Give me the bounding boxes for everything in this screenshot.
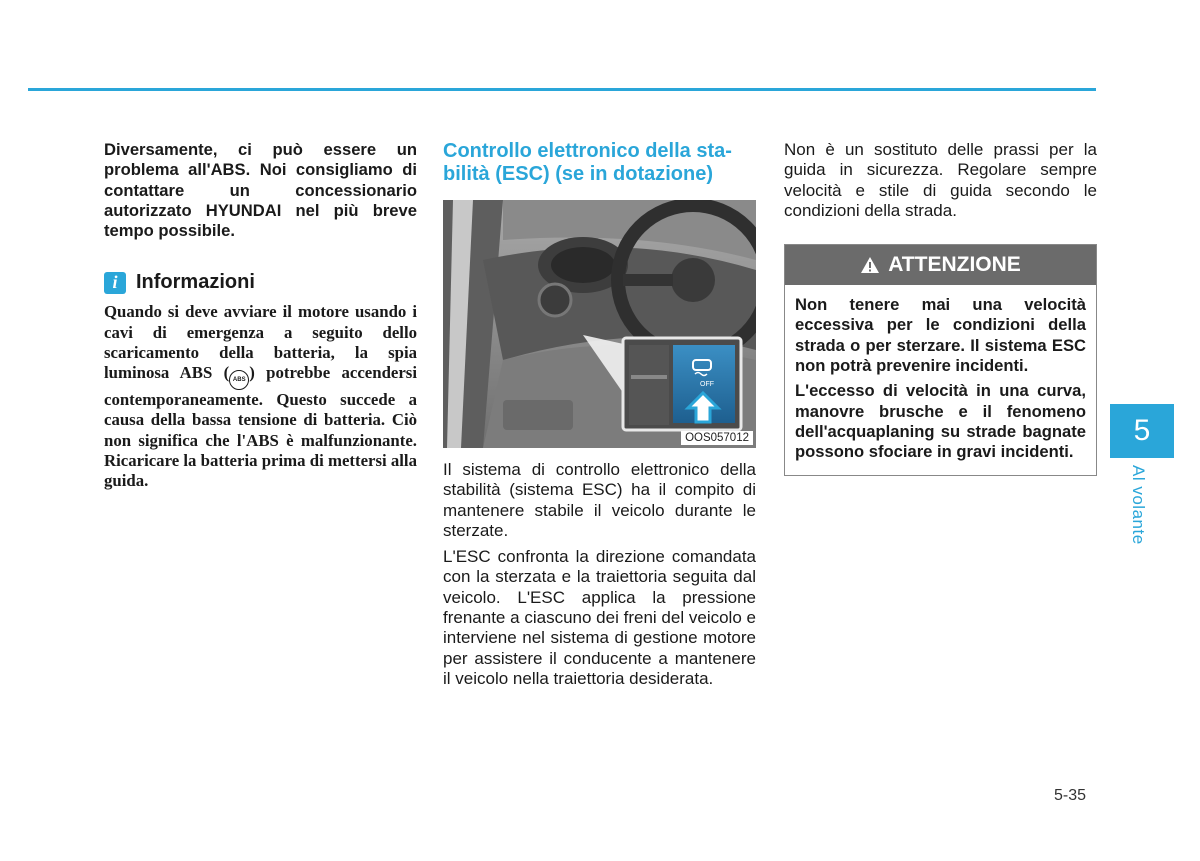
esc-paragraph-3: Non è un sostituto delle prassi per la guida in sicurezza. Regolare sempre velocità e stile di guida secondo le condizioni della strada.: [784, 140, 1097, 220]
warning-paragraph-2: L'eccesso di velocità in una curva, manovre brusche e il fenomeno dell'acquaplaning su strade bagnate possono sfociare in gravi incidenti.: [795, 381, 1086, 462]
warning-box: [784, 244, 1097, 475]
warning-body: [785, 285, 1096, 474]
column-right: [784, 140, 1097, 476]
info-body-part1: Quando si deve avviare il motore usando i cavi di emergenza a seguito dello scaricamento della batteria, la spia luminosa ABS (: [104, 302, 417, 383]
info-body: [104, 302, 417, 491]
esc-off-label: OFF: [700, 381, 714, 388]
abs-warning-text: Diversamente, ci può essere un problema all'ABS. Noi consigliamo di contattare un concessionario autorizzato HYUNDAI nel più breve tempo possibile.: [104, 140, 417, 241]
section-title: Controllo elettronico della sta-bilità (ESC) (se in dotazione): [443, 140, 732, 185]
chapter-title: Al volante: [1129, 465, 1148, 545]
warning-paragraph-1: Non tenere mai una velocità eccessiva per le condizioni della strada o per sterzare. Il sistema ESC non potrà prevenire incidenti.: [795, 295, 1086, 376]
info-body-part2: ) potrebbe accendersi contemporaneamente. Questo succede a causa della bassa tensione di batteria. Ciò non significa che l'ABS è malfunzionante. Ricaricare la batteria prima di mettersi alla guida.: [104, 363, 417, 490]
warning-header: [785, 245, 1096, 285]
abs-warning-light-icon: ABS: [229, 370, 249, 390]
info-heading: [104, 271, 417, 294]
esc-figure: [443, 200, 756, 448]
chapter-number-tab: 5: [1110, 404, 1174, 458]
dashboard-illustration: [443, 200, 756, 448]
warning-title: ATTENZIONE: [888, 253, 1021, 277]
header-rule: [28, 88, 1096, 91]
column-left: [104, 140, 417, 491]
column-middle: [443, 140, 756, 689]
figure-code: OOS057012: [681, 431, 753, 445]
esc-paragraph-2: L'ESC confronta la direzione comandata con la sterzata e la traiettoria seguita dal veicolo. L'ESC applica la pressione frenante a ciascuno dei freni del veicolo e interviene nel sistema di gestione motore per assistere il conducente a mantenere il veicolo nella traiettoria desiderata.: [443, 547, 756, 688]
info-icon: i: [104, 272, 126, 294]
page-number: 5-35: [1054, 787, 1087, 804]
esc-paragraph-1: Il sistema di controllo elettronico della stabilità (sistema ESC) ha il compito di mantenere stabile il veicolo durante le sterzate.: [443, 460, 756, 540]
warning-triangle-icon: [860, 256, 880, 274]
info-title: Informazioni: [136, 271, 255, 294]
